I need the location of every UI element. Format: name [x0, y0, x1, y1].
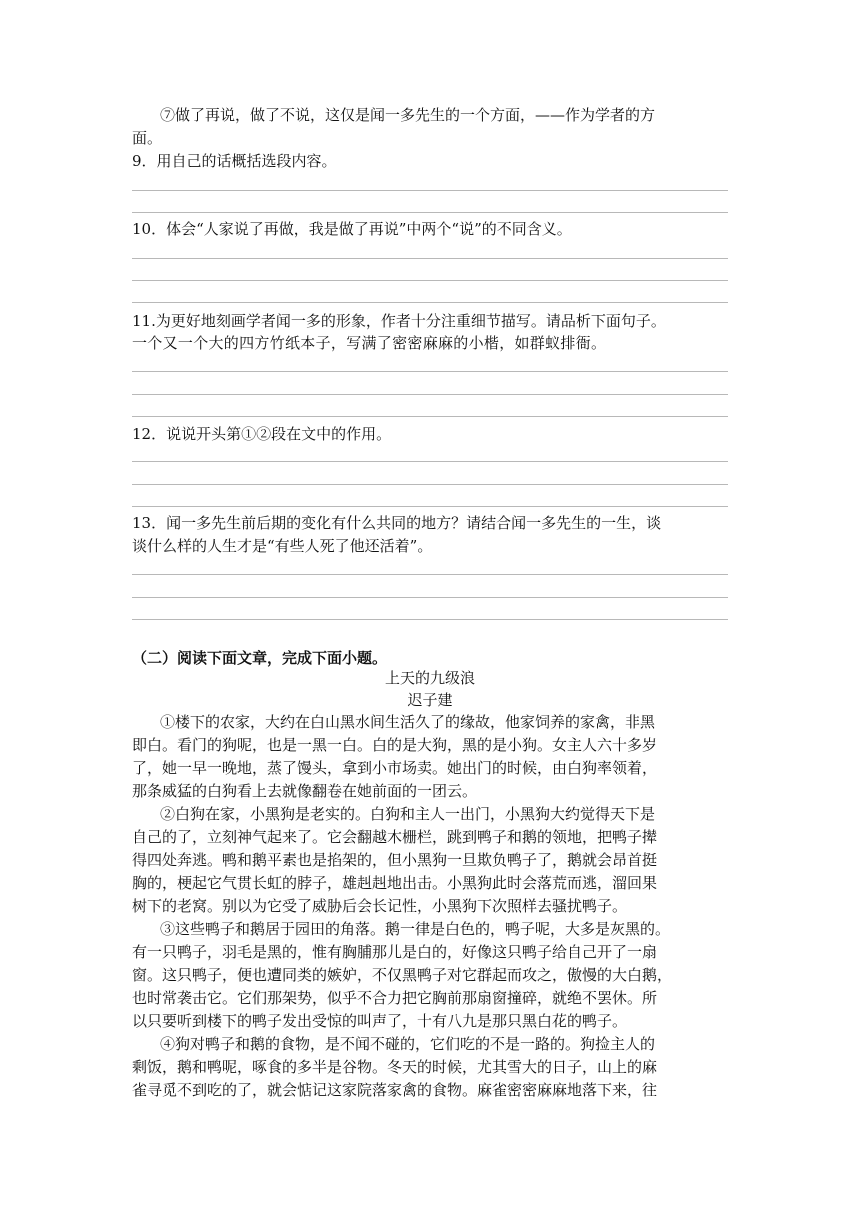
question-11: 11.为更好地刻画学者闻一多的形象，作者十分注重细节描写。请品析下面句子。: [132, 312, 666, 330]
paragraph-1-line: 那条威猛的白狗看上去就像翻卷在她前面的一团云。: [132, 782, 478, 800]
paragraph-3-line: 以只要听到楼下的鸭子发出受惊的叫声了，十有八九是那只黑白花的鸭子。: [132, 1012, 628, 1030]
answer-line: [132, 506, 728, 507]
paragraph-1-line: 了，她一早一晚地，蒸了馒头，拿到小市场卖。她出门的时候，由白狗率领着，: [132, 759, 658, 777]
paragraph-2-line: ②白狗在家，小黑狗是老实的。白狗和主人一出门，小黑狗大约觉得天下是: [160, 805, 656, 823]
paragraph-4-line: 剩饭，鹅和鸭呢，啄食的多半是谷物。冬天的时候，尤其雪大的日子，山上的麻: [132, 1058, 658, 1076]
answer-line: [132, 416, 728, 417]
answer-line: [132, 597, 728, 598]
paragraph-4-line: 雀寻觅不到吃的了，就会惦记这家院落家禽的食物。麻雀密密麻麻地落下来，往: [132, 1081, 658, 1099]
answer-line: [132, 394, 728, 395]
answer-line: [132, 302, 728, 303]
paragraph-1-line: ①楼下的农家，大约在白山黑水间生活久了的缘故，他家饲养的家禽，非黑: [160, 713, 656, 731]
answer-line: [132, 190, 728, 191]
paragraph-2-line: 树下的老窝。别以为它受了威胁后会长记性，小黑狗下次照样去骚扰鸭子。: [132, 897, 628, 915]
paragraph-3-line: 窗。这只鸭子，便也遭同类的嫉妒，不仅黑鸭子对它群起而攻之，傲慢的大白鹅，: [132, 966, 673, 984]
answer-line: [132, 371, 728, 372]
answer-line: [132, 258, 728, 259]
paragraph-3-line: ③这些鸭子和鹅居于园田的角落。鹅一律是白色的，鸭子呢，大多是灰黑的。: [160, 920, 671, 938]
question-9: 9．用自己的话概括选段内容。: [132, 152, 337, 170]
answer-line: [132, 574, 728, 575]
question-12: 12．说说开头第①②段在文中的作用。: [132, 425, 392, 443]
answer-line: [132, 461, 728, 462]
question-13-line-2: 谈什么样的人生才是“有些人死了他还活着”。: [132, 537, 433, 555]
answer-line: [132, 212, 728, 213]
paragraph-3-line: 也时常袭击它。它们那架势，似乎不合力把它胸前那扇窗撞碎，就绝不罢休。所: [132, 989, 658, 1007]
paragraph-2-line: 得四处奔逃。鸭和鹅平素也是掐架的，但小黑狗一旦欺负鸭子了，鹅就会昂首挺: [132, 851, 658, 869]
article-title: 上天的九级浪: [384, 669, 475, 687]
paragraph-3-line: 有一只鸭子，羽毛是黑的，惟有胸脯那儿是白的，好像这只鸭子给自己开了一扇: [132, 943, 658, 961]
section-heading: （二）阅读下面文章，完成下面小题。: [132, 649, 388, 667]
question-13-line-1: 13．闻一多先生前后期的变化有什么共同的地方？请结合闻一多先生的一生，谈: [132, 514, 662, 532]
answer-line: [132, 619, 728, 620]
paragraph-4-line: ④狗对鸭子和鹅的食物，是不闻不碰的，它们吃的不是一路的。狗捡主人的: [160, 1035, 656, 1053]
paragraph-1-line: 即白。看门的狗呢，也是一黑一白。白的是大狗，黑的是小狗。女主人六十多岁: [132, 736, 658, 754]
paragraph-2-line: 胸的，梗起它气贯长虹的脖子，雄赳赳地出击。小黑狗此时会落荒而逃，溜回果: [132, 874, 658, 892]
question-10: 10．体会“人家说了再做，我是做了再说”中两个“说”的不同含义。: [132, 220, 572, 238]
article-author: 迟子建: [407, 691, 453, 709]
paragraph-7-line-2: 面。: [132, 129, 163, 147]
answer-line: [132, 280, 728, 281]
paragraph-2-line: 自己的了，立刻神气起来了。它会翻越木栅栏，跳到鸭子和鹅的领地，把鸭子撵: [132, 828, 658, 846]
question-11-quote: 一个又一个大的四方竹纸本子，写满了密密麻麻的小楷，如群蚁排衙。: [132, 334, 607, 352]
paragraph-7-line-1: ⑦做了再说，做了不说，这仅是闻一多先生的一个方面，——作为学者的方: [160, 106, 656, 124]
answer-line: [132, 484, 728, 485]
